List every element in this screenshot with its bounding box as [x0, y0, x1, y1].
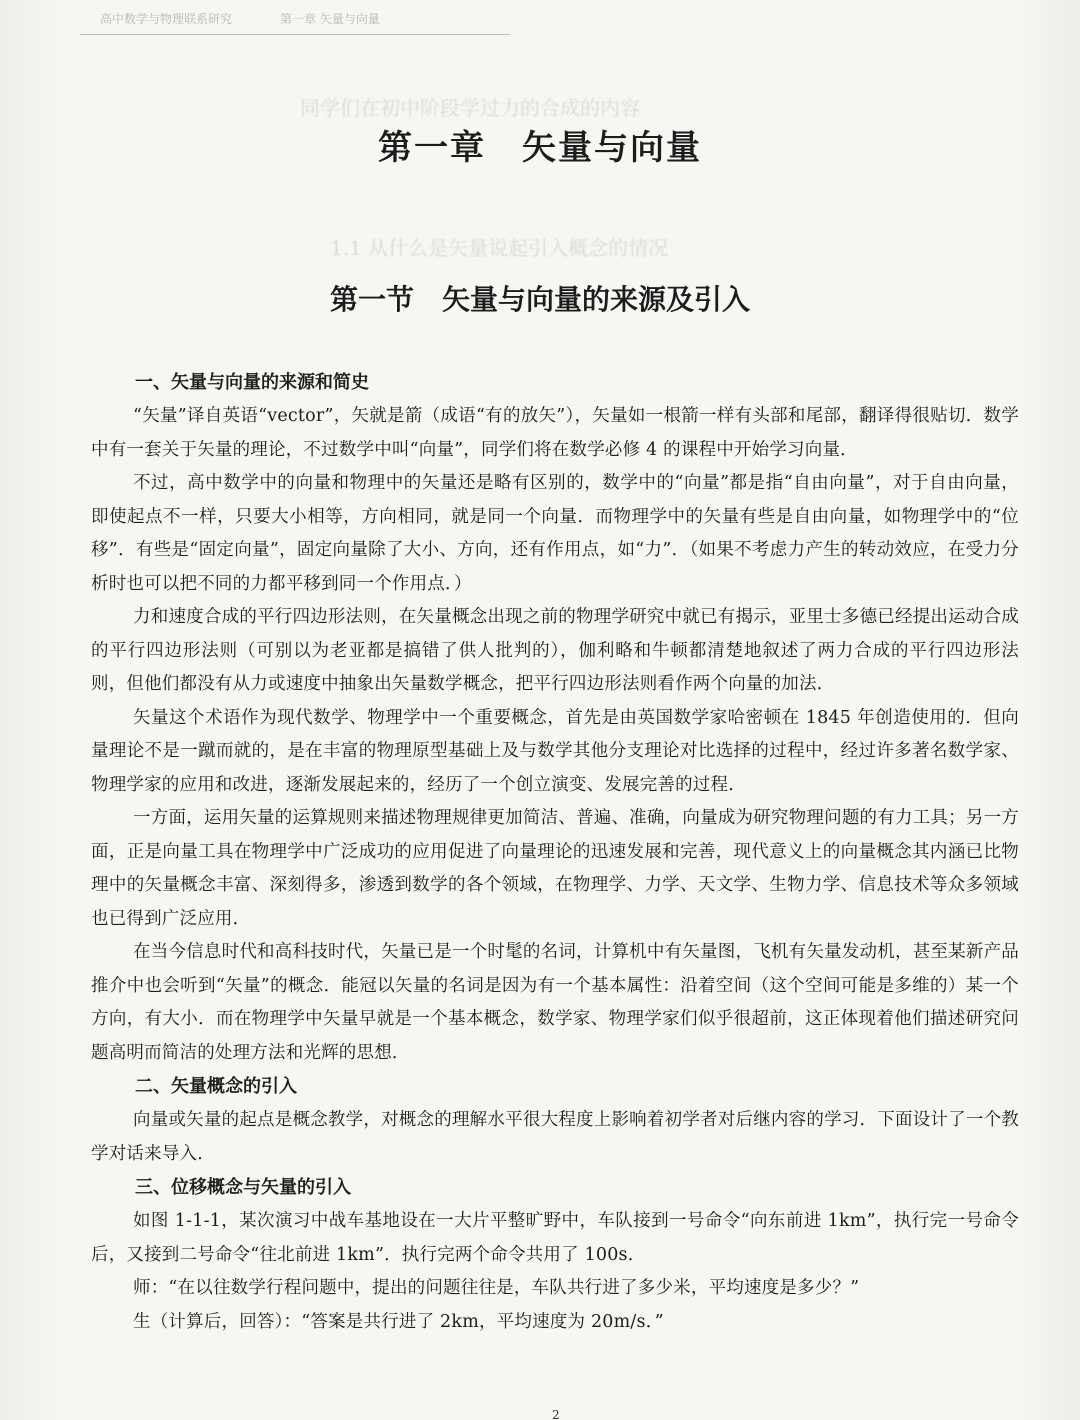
running-header	[80, 0, 510, 35]
dialogue-teacher: 师：“在以往数学行程问题中，提出的问题往往是，车队共行进了多少米，平均速度是多少？”	[133, 1278, 860, 1298]
paragraph: 向量或矢量的起点是概念教学，对概念的理解水平很大程度上影响着初学者对后继内容的学习．下面设计了一个教学对话来导入．	[91, 1110, 1019, 1164]
paragraph: 不过，高中数学中的向量和物理中的矢量还是略有区别的，数学中的“向量”都是指“自由向量”，对于自由向量，即使起点不一样，只要大小相等，方向相同，就是同一个向量．而物理学中的矢量有些是自由向量，如物理学中的“位移”．有些是“固定向量”，固定向量除了大小、方向，还有作用点，如“力”．（如果不考虑力产生的转动效应，在受力分析时也可以把不同的力都平移到同一个作用点．）	[91, 473, 1019, 594]
running-head-right: 第一章 矢量与向量	[280, 12, 380, 26]
paragraph: 一方面，运用矢量的运算规则来描述物理规律更加简洁、普遍、准确，向量成为研究物理问题的有力工具；另一方面，正是向量工具在物理学中广泛成功的应用促进了向量理论的迅速发展和完善，现代意义上的向量概念其内涵已比物理中的矢量概念丰富、深刻得多，渗透到数学的各个领域，在物理学、力学、天文学、生物力学、信息技术等众多领域也已得到广泛应用．	[91, 808, 1019, 929]
paragraph: 如图 1-1-1，某次演习中战车基地设在一大片平整旷野中，车队接到一号命令“向东前进 1km”，执行完一号命令后，又接到二号命令“往北前进 1km”．执行完两个命令共用了 100s．	[91, 1211, 1019, 1265]
page-number: 2	[552, 1408, 560, 1420]
heading-history: 一、矢量与向量的来源和简史	[135, 372, 369, 393]
paragraph: 力和速度合成的平行四边形法则，在矢量概念出现之前的物理学研究中就已有揭示，亚里士多德已经提出运动合成的平行四边形法则（可别以为老亚都是搞错了供人批判的），伽利略和牛顿都清楚地叙述了两力合成的平行四边形法则，但他们都没有从力或速度中抽象出矢量数学概念，把平行四边形法则看作两个向量的加法．	[91, 607, 1019, 694]
body-text	[91, 366, 1019, 1339]
heading-concept: 二、矢量概念的引入	[135, 1076, 297, 1097]
heading-displacement: 三、位移概念与矢量的引入	[135, 1177, 351, 1198]
paragraph: 矢量这个术语作为现代数学、物理学中一个重要概念，首先是由英国数学家哈密顿在 1845 年创造使用的．但向量理论不是一蹴而就的，是在丰富的物理原型基础上及与数学其他分支理论对比选择的过程中，经过许多著名数学家、物理学家的应用和改进，逐渐发展起来的，经历了一个创立演变、发展完善的过程．	[91, 707, 1019, 795]
chapter-title: 第一章 矢量与向量	[378, 128, 702, 168]
running-head-left: 高中数学与物理联系研究	[100, 12, 233, 26]
section-title: 第一节 矢量与向量的来源及引入	[329, 283, 750, 316]
dialogue-student: 生（计算后，回答）：“答案是共行进了 2km，平均速度为 20m/s．”	[133, 1311, 664, 1332]
paragraph: 在当今信息时代和高科技时代，矢量已是一个时髦的名词，计算机中有矢量图，飞机有矢量发动机，甚至某新产品推介中也会听到“矢量”的概念．能冠以矢量的名词是因为有一个基本属性：沿着空间（这个空间可能是多维的）某一个方向，有大小．而在物理学中矢量早就是一个基本概念，数学家、物理学家们似乎很超前，这正体现着他们描述研究问题高明而简洁的处理方法和光辉的思想．	[91, 942, 1019, 1063]
bleed-through-text: 同学们在初中阶段学过力的合成的内容	[300, 96, 640, 120]
paragraph: “矢量”译自英语“vector”，矢就是箭（成语“有的放矢”），矢量如一根箭一样有头部和尾部，翻译得很贴切．数学中有一套关于矢量的理论，不过数学中叫“向量”，同学们将在数学必修 4 的课程中开始学习向量．	[91, 406, 1019, 460]
bleed-through-text: 1.1 从什么是矢量说起引入概念的情况	[330, 236, 669, 260]
